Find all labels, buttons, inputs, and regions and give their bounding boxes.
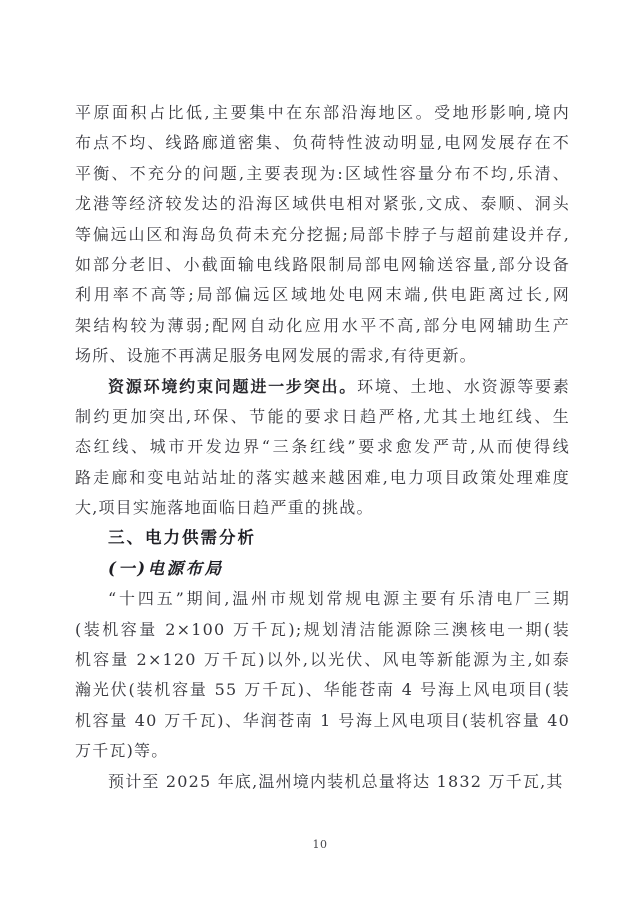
page-text-block — [75, 98, 570, 797]
paragraph-lead-bold: 资源环境约束问题进一步突出。 — [108, 376, 358, 396]
body-line: 龙港等经济较发达的沿海区域供电相对紧张,文成、泰顺、洞头 — [75, 194, 570, 214]
body-line: 万千瓦)等。 — [75, 741, 169, 761]
paragraph-lead-rest: 环境、土地、水资源等要素 — [357, 376, 570, 396]
page-number: 10 — [312, 838, 328, 851]
body-line: “十四五”期间,温州市规划常规电源主要有乐清电厂三期 — [108, 589, 570, 609]
body-line: 瀚光伏(装机容量 55 万千瓦)、华能苍南 4 号海上风电项目(装 — [75, 680, 570, 700]
body-line: 大,项目实施落地面临日趋严重的挑战。 — [75, 498, 374, 518]
body-line: 制约更加突出,环保、节能的要求日趋严格,尤其土地红线、生 — [75, 406, 570, 426]
section-heading: 三、电力供需分析 — [108, 528, 256, 548]
body-line: 布点不均、线路廊道密集、负荷特性波动明显,电网发展存在不 — [75, 133, 570, 153]
body-line: 利用率不高等;局部偏远区域地处电网末端,供电距离过长,网 — [75, 285, 570, 305]
body-line: 路走廊和变电站站址的落实越来越困难,电力项目政策处理难度 — [75, 467, 570, 487]
body-line — [75, 372, 570, 402]
body-line: 平原面积占比低,主要集中在东部沿海地区。受地形影响,境内 — [75, 103, 570, 122]
body-line: 机容量 40 万千瓦)、华润苍南 1 号海上风电项目(装机容量 40 — [75, 710, 570, 730]
body-line: 平衡、不充分的问题,主要表现为:区域性容量分布不均,乐清、 — [75, 163, 570, 183]
body-line: 场所、设施不再满足服务电网发展的需求,有待更新。 — [75, 346, 477, 366]
subsection-heading: (一)电源布局 — [108, 558, 224, 578]
body-line: 架结构较为薄弱;配网自动化应用水平不高,部分电网辅助生产 — [75, 315, 570, 335]
body-line: 态红线、城市开发边界“三条红线”要求愈发严苛,从而使得线 — [75, 437, 570, 457]
body-line: 等偏远山区和海岛负荷未充分挖掘;局部卡脖子与超前建设并存, — [75, 224, 570, 244]
body-line: 预计至 2025 年底,温州境内装机总量将达 1832 万千瓦,其 — [108, 771, 564, 791]
body-line: 机容量 2×120 万千瓦)以外,以光伏、风电等新能源为主,如泰 — [75, 650, 570, 670]
body-line: (装机容量 2×100 万千瓦);规划清洁能源除三澳核电一期(装 — [75, 619, 570, 639]
body-line: 如部分老旧、小截面输电线路限制局部电网输送容量,部分设备 — [75, 254, 570, 274]
